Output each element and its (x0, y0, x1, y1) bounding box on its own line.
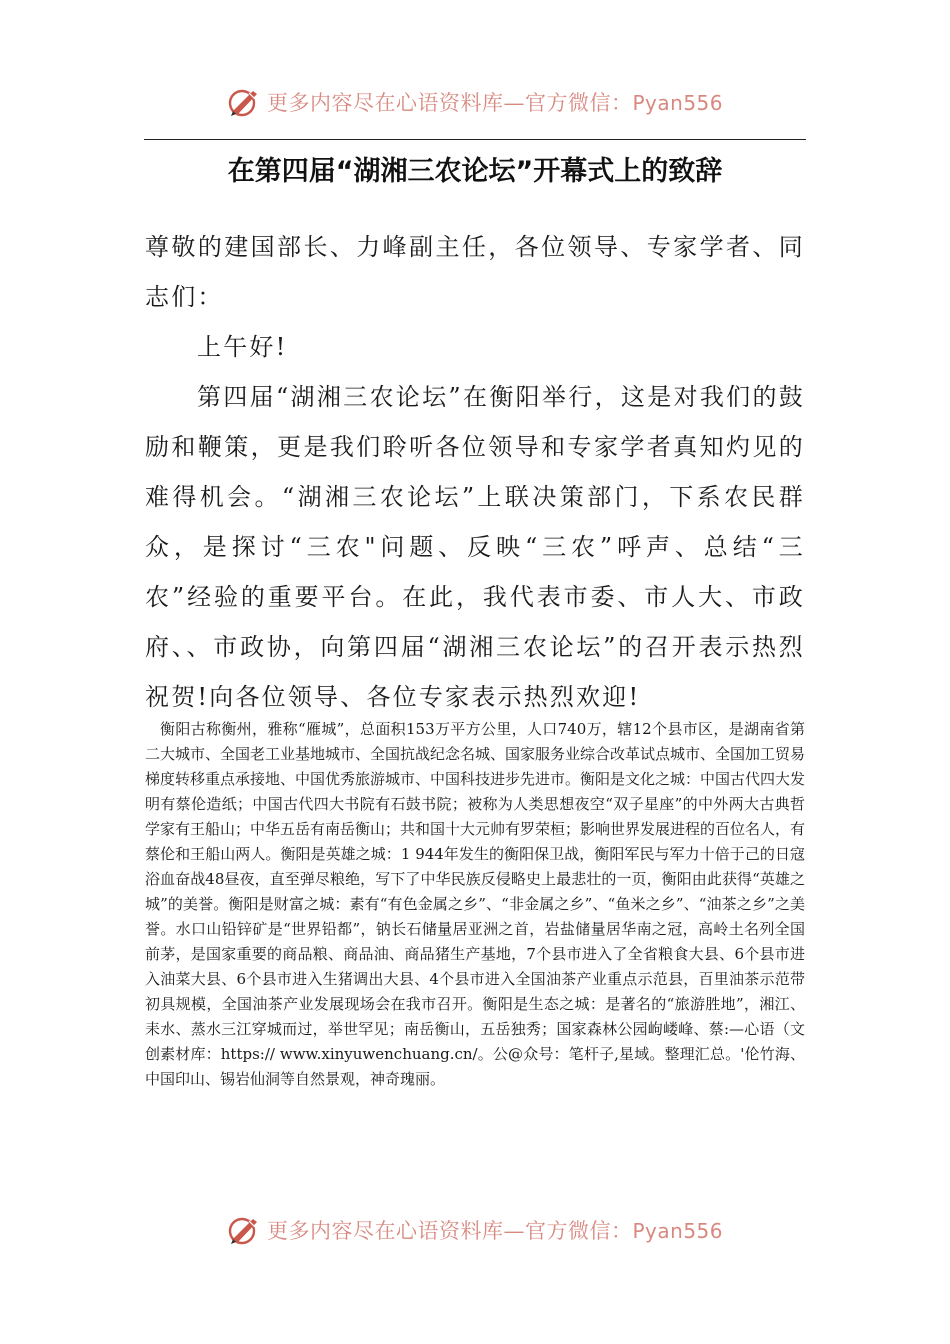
banner-wechat-id: Pyan556 (632, 1219, 723, 1243)
speech-body (145, 222, 805, 722)
pen-logo-icon (227, 1213, 261, 1247)
opening-paragraph: 第四届“湖湘三农论坛”在衡阳举行，这是对我们的鼓励和鞭策，更是我们聆听各位领导和专家学者真知灼见的难得机会。“湖湘三农论坛”上联决策部门，下系农民群众，是探讨“三农"问题、反映“三农”呼声、总结“三农”经验的重要平台。在此，我代表市委、市人大、市政府、、市政协，向第四届“湖湘三农论坛”的召开表示热烈祝贺!向各位领导、各位专家表示热烈欢迎! (145, 383, 805, 711)
banner-text: 更多内容尽在心语资料库—官方微信：Pyan556 (266, 91, 723, 115)
header-rule (144, 139, 806, 140)
greeting: 上午好! (197, 333, 288, 361)
header-banner (0, 82, 950, 122)
banner-text: 更多内容尽在心语资料库—官方微信：Pyan556 (266, 1219, 723, 1243)
page-title: 在第四届“湖湘三农论坛”开幕式上的致辞 (227, 156, 723, 187)
city-introduction: 衡阳古称衡州，雅称“雁城”，总面积153万平方公里，人口740万，辖12个县市区，是湖南省第二大城市、全国老工业基地城市、全国抗战纪念名城、国家服务业综合改革试点城市、全国加工贸易梯度转移重点承接地、中国优秀旅游城市、中国科技进步先进市。衡阳是文化之城：中国古代四大发明有蔡伦造纸；中国古代四大书院有石鼓书院；被称为人类思想夜空“双子星座”的中外两大古典哲学家有王船山；中华五岳有南岳衡山；共和国十大元帅有罗荣桓；影响世界发展进程的百位名人，有蔡伦和王船山两人。衡阳是英雄之城：1 944年发生的衡阳保卫战，衡阳军民与军力十倍于己的日寇浴血奋战48昼夜，直至弹尽粮绝，写下了中华民族反侵略史上最悲壮的一页，衡阳由此获得“英雄之城”的美誉。衡阳是财富之城：素有“有色金属之乡”、“非金属之乡”、“鱼米之乡”、“油茶之乡”之美誉。水口山铅锌矿是“世界铅都”，钠长石储量居亚洲之首，岩盐储量居华南之冠，高岭土名列全国前茅，是国家重要的商品粮、商品油、商品猪生产基地，7个县市进入了全省粮食大县、6个县市进入油菜大县、6个县市进入生猪调出大县、4个县市进入全国油茶产业重点示范县，百里油茶示范带初具规模，全国油茶产业发展现场会在我市召开。衡阳是生态之城：是著名的“旅游胜地”，湘江、耒水、蒸水三江穿城而过，举世罕见；南岳衡山，五岳独秀；国家森林公园岣嵝峰、蔡:—心语（文创素材库：https:// www.xinyuwenchuang.cn/。公@众号：笔杆子,星域。整理汇总。'伦竹海、中国印山、锡岩仙洞等自然景观，神奇瑰丽。 (145, 720, 806, 1088)
banner-wechat-id: Pyan556 (632, 91, 723, 115)
footer-banner (0, 1210, 950, 1250)
pen-logo-icon (227, 85, 261, 119)
salutation: 尊敬的建国部长、力峰副主任，各位领导、专家学者、同志们： (145, 233, 805, 311)
